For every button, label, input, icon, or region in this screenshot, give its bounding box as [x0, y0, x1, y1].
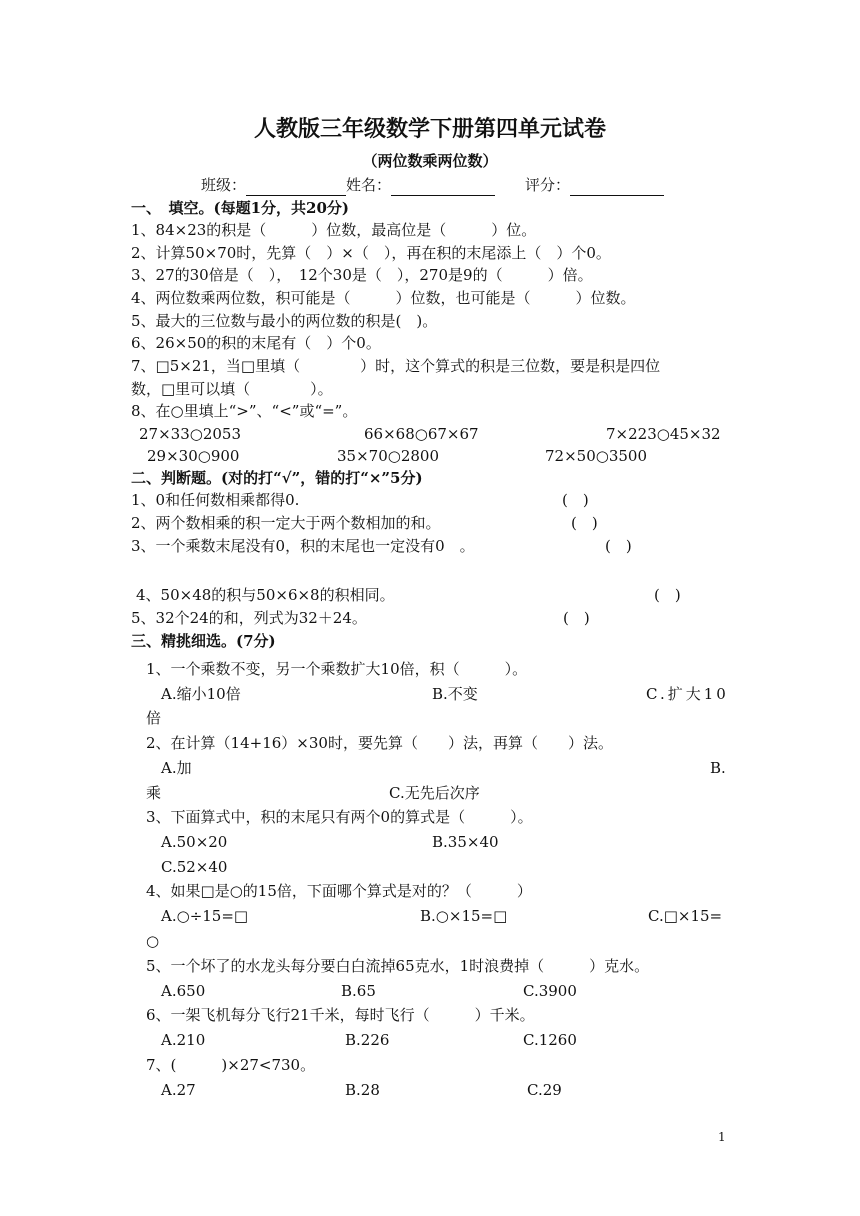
fill-question-3: 3、27的30倍是（ ）， 12个30是（ ），270是9的（ ）倍。 [131, 266, 593, 284]
choice-option-a[interactable]: A.加 [161, 759, 192, 777]
comparison-item: 35×70○2800 [337, 447, 440, 465]
choice-option-b-wrap: 乘 [146, 784, 162, 802]
comparison-item: 7×223○45×32 [606, 425, 721, 443]
score-label: 评分： [525, 176, 571, 194]
choice-option-b[interactable]: B.65 [341, 982, 376, 1000]
judge-answer-box[interactable]: ( ) [605, 537, 632, 555]
page-title: 人教版三年级数学下册第四单元试卷 [253, 116, 606, 142]
choice-option-a[interactable]: A.27 [161, 1081, 196, 1099]
class-blank[interactable] [246, 179, 346, 196]
comparison-item: 66×68○67×67 [364, 425, 479, 443]
choice-option-c[interactable]: C.29 [527, 1081, 562, 1099]
judge-question-2: 2、两个数相乘的积一定大于两个数相加的和。 [131, 514, 441, 532]
fill-question-1: 1、84×23的积是（ ）位数，最高位是（ ）位。 [131, 221, 537, 239]
page-number: 1 [718, 1130, 726, 1144]
judge-answer-box[interactable]: ( ) [563, 609, 590, 627]
fill-question-7-line2: 数，□里可以填（ ）。 [131, 380, 333, 398]
choice-question-1: 1、一个乘数不变，另一个乘数扩大10倍，积（ ）。 [146, 660, 528, 678]
choice-question-2: 2、在计算（14+16）×30时，要先算（ ）法，再算（ ）法。 [146, 734, 613, 752]
choice-option-c[interactable]: C.无先后次序 [389, 784, 480, 802]
choice-option-b[interactable]: B.28 [345, 1081, 380, 1099]
choice-option-b[interactable]: B.○×15=□ [420, 907, 508, 925]
student-info-row [201, 174, 664, 196]
class-label: 班级： [201, 176, 247, 194]
choice-option-b[interactable]: B.不变 [432, 685, 478, 703]
choice-option-b[interactable]: B.226 [345, 1031, 390, 1049]
fill-question-8: 8、在○里填上“>”、“<”或“=”。 [131, 402, 358, 420]
choice-question-3: 3、下面算式中，积的末尾只有两个0的算式是（ ）。 [146, 808, 533, 826]
fill-question-4: 4、两位数乘两位数，积可能是（ ）位数，也可能是（ ）位数。 [131, 289, 636, 307]
choice-option-a[interactable]: A.缩小10倍 [161, 685, 241, 703]
choice-option-a[interactable]: A.210 [161, 1031, 206, 1049]
fill-question-6: 6、26×50的积的末尾有（ ）个0。 [131, 334, 381, 352]
choice-option-c[interactable]: C.扩大10 [646, 685, 729, 703]
judge-answer-box[interactable]: ( ) [571, 514, 598, 532]
choice-option-a[interactable]: A.650 [161, 982, 206, 1000]
judge-answer-box[interactable]: ( ) [562, 491, 589, 509]
page-subtitle: （两位数乘两位数） [362, 152, 498, 170]
score-blank[interactable] [570, 179, 664, 196]
comparison-item: 27×33○2053 [139, 425, 242, 443]
choice-option-c[interactable]: C.□×15= [648, 907, 723, 925]
choice-question-4: 4、如果□是○的15倍，下面哪个算式是对的？（ ） [146, 882, 532, 900]
judge-question-3: 3、一个乘数末尾没有0，积的末尾也一定没有0 。 [131, 537, 475, 555]
fill-question-2: 2、计算50×70时，先算（ ）×（ ），再在积的末尾添上（ ）个0。 [131, 244, 611, 262]
judge-question-4: 4、50×48的积与50×6×8的积相同。 [136, 586, 395, 604]
section1-heading: 一、 填空。(每题1分，共20分) [131, 199, 350, 217]
section2-heading: 二、判断题。(对的打“√”，错的打“×”5分) [131, 469, 423, 487]
judge-question-1: 1、0和任何数相乘都得0. [131, 491, 300, 509]
choice-option-a[interactable]: A.○÷15=□ [161, 907, 249, 925]
comparison-item: 29×30○900 [147, 447, 240, 465]
name-label: 姓名： [346, 176, 392, 194]
choice-option-c[interactable]: C.1260 [523, 1031, 577, 1049]
choice-question-6: 6、一架飞机每分飞行21千米，每时飞行（ ）千米。 [146, 1006, 535, 1024]
choice-question-5: 5、一个坏了的水龙头每分要白白流掉65克水，1时浪费掉（ ）克水。 [146, 957, 650, 975]
choice-option-a[interactable]: A.50×20 [161, 833, 228, 851]
choice-option-c-wrap: ○ [146, 932, 160, 950]
choice-option-c[interactable]: C.3900 [523, 982, 577, 1000]
choice-question-7: 7、( )×27<730。 [146, 1056, 316, 1074]
choice-option-b[interactable]: B.35×40 [432, 833, 499, 851]
fill-question-5: 5、最大的三位数与最小的两位数的积是( )。 [131, 312, 438, 330]
comparison-item: 72×50○3500 [545, 447, 648, 465]
choice-option-b[interactable]: B. [710, 759, 726, 777]
judge-question-5: 5、32个24的和，列式为32＋24。 [131, 609, 367, 627]
fill-question-7-line1: 7、□5×21，当□里填（ ）时，这个算式的积是三位数，要是积是四位 [131, 357, 661, 375]
judge-answer-box[interactable]: ( ) [654, 586, 681, 604]
choice-option-c[interactable]: C.52×40 [161, 858, 228, 876]
section3-heading: 三、精挑细选。(7分) [131, 632, 276, 650]
choice-option-c-wrap: 倍 [146, 709, 162, 727]
name-blank[interactable] [391, 179, 495, 196]
